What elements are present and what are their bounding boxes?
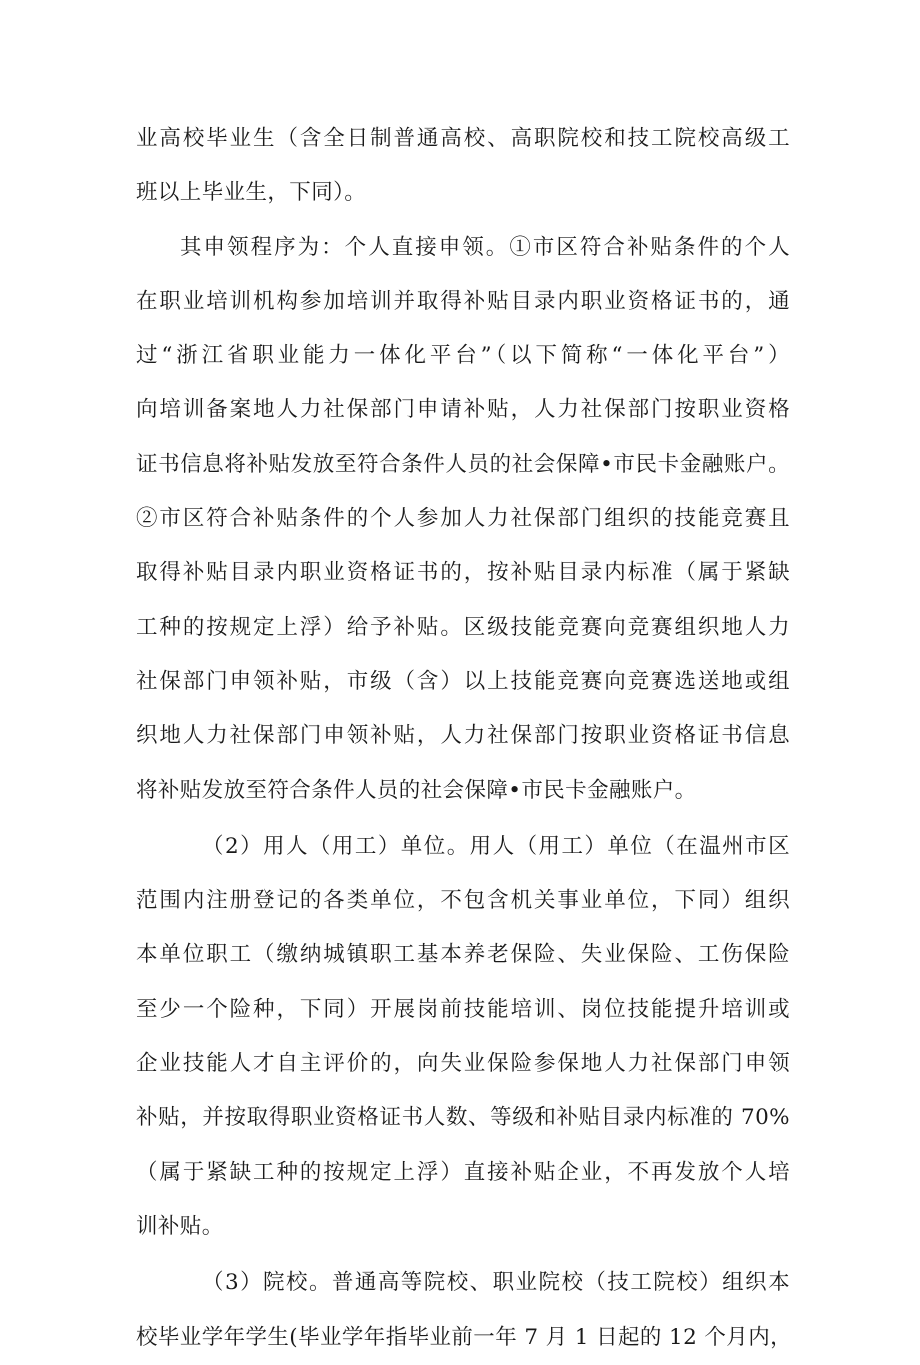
text-line: 工种的按规定上浮）给予补贴。区级技能竞赛向竞赛组织地人力 (136, 614, 790, 640)
text-line: 社保部门申领补贴，市级（含）以上技能竞赛向竞赛选送地或组 (136, 668, 790, 694)
text-line: 至少一个险种，下同）开展岗前技能培训、岗位技能提升培训或 (136, 996, 790, 1022)
text-line: 过“浙江省职业能力一体化平台”（以下简称“一体化平台”） (136, 343, 790, 369)
text-line: 将补贴发放至符合条件人员的社会保障•市民卡金融账户。 (136, 777, 697, 803)
text-line: 补贴，并按取得职业资格证书人数、等级和补贴目录内标准的 70% (136, 1105, 790, 1131)
text-line: 企业技能人才自主评价的，向失业保险参保地人力社保部门申领 (136, 1051, 790, 1077)
text-line: 向培训备案地人力社保部门申请补贴，人力社保部门按职业资格 (136, 397, 790, 423)
text-line: 证书信息将补贴发放至符合条件人员的社会保障•市民卡金融账户。 (136, 451, 790, 477)
text-line: （属于紧缺工种的按规定上浮）直接补贴企业，不再发放个人培 (136, 1159, 790, 1185)
text-line: 校毕业学年学生(毕业学年指毕业前一年 7 月 1 日起的 12 个月内， (136, 1324, 793, 1350)
text-line: 其申领程序为：个人直接申领。①市区符合补贴条件的个人 (180, 234, 790, 260)
text-line: 班以上毕业生，下同）。 (136, 180, 367, 206)
text-line: （3）院校。普通高等院校、职业院校（技工院校）组织本 (202, 1270, 790, 1296)
text-line: 范围内注册登记的各类单位，不包含机关事业单位，下同）组织 (136, 888, 790, 914)
text-line: 业高校毕业生（含全日制普通高校、高职院校和技工院校高级工 (136, 126, 790, 151)
text-line: 本单位职工（缴纳城镇职工基本养老保险、失业保险、工伤保险 (136, 942, 790, 968)
text-line: ②市区符合补贴条件的个人参加人力社保部门组织的技能竞赛且 (136, 506, 790, 532)
text-line: 取得补贴目录内职业资格证书的，按补贴目录内标准（属于紧缺 (136, 560, 790, 586)
text-line: 织地人力社保部门申领补贴，人力社保部门按职业资格证书信息 (136, 723, 790, 749)
text-line: （2）用人（用工）单位。用人（用工）单位（在温州市区 (202, 833, 790, 859)
document-body (136, 112, 793, 1365)
text-line: 在职业培训机构参加培训并取得补贴目录内职业资格证书的，通 (136, 288, 790, 314)
text-line: 训补贴。 (136, 1213, 224, 1239)
